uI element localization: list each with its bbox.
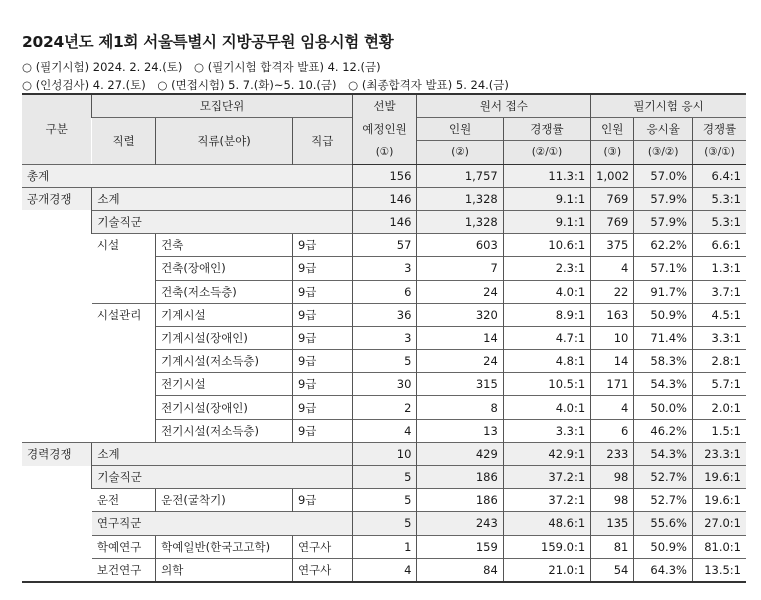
cell-applicants: 320 [417,303,503,326]
cell-field: 전기시설(장애인) [156,396,293,419]
table-row [22,187,746,210]
cell-take-rate: 52.7% [634,489,693,512]
cell-takers: 98 [591,466,634,489]
table-row [22,466,746,489]
cell-selection: 5 [352,489,417,512]
cell-takers: 4 [591,257,634,280]
cell-take-rate: 52.7% [634,466,693,489]
cell-field: 건축 [156,234,293,257]
cell-selection: 156 [352,164,417,187]
cell-take-rate: 46.2% [634,419,693,442]
table-row [22,164,746,187]
cell-take-ratio: 1.3:1 [692,257,746,280]
table-row [22,419,746,442]
cell-take-rate: 57.9% [634,210,693,233]
cell-take-rate: 54.3% [634,373,693,396]
cell-takers: 171 [591,373,634,396]
cell-take-rate: 62.2% [634,234,693,257]
cell-selection: 4 [352,419,417,442]
header-app-ratio: 경쟁률 [503,118,590,141]
table-row [22,350,746,373]
header-series: 직렬 [92,118,156,164]
schedule-line-2 [22,77,517,93]
header-take-ratio: 경쟁률 [692,118,746,141]
header-mark-3-1: (③/①) [692,141,746,164]
table-row [22,535,746,558]
row-label: 연구직군 [92,512,352,535]
cell-series: 시설관리 [92,303,156,326]
cell-app-ratio: 4.7:1 [503,326,590,349]
header-mark-2-1: (②/①) [503,141,590,164]
cell-applicants: 1,328 [417,187,503,210]
cell-take-rate: 57.9% [634,187,693,210]
table-row [22,396,746,419]
cell-applicants: 14 [417,326,503,349]
cell-app-ratio: 10.5:1 [503,373,590,396]
cell-applicants: 24 [417,350,503,373]
cell-series: 학예연구 [92,535,156,558]
header-gubun: 구분 [22,94,92,164]
cell-applicants: 13 [417,419,503,442]
table-row [22,373,746,396]
header-application: 원서 접수 [417,94,591,118]
cell-selection: 146 [352,187,417,210]
header-field: 직류(분야) [156,118,293,164]
cell-applicants: 186 [417,466,503,489]
cell-take-rate: 64.3% [634,558,693,582]
cell-takers: 6 [591,419,634,442]
cell-grade: 9급 [292,280,352,303]
cell-selection: 5 [352,512,417,535]
schedule-line-1 [22,59,389,75]
cell-series [92,326,156,349]
cell-app-ratio: 4.0:1 [503,280,590,303]
row-category-span [22,210,92,442]
cell-series [92,396,156,419]
cell-take-rate: 54.3% [634,442,693,465]
cell-grade: 9급 [292,234,352,257]
table-row [22,280,746,303]
cell-selection: 146 [352,210,417,233]
schedule-final-result: ○ (최종합격자 발표) 5. 24.(금) [348,78,509,92]
cell-take-ratio: 6.6:1 [692,234,746,257]
cell-selection: 30 [352,373,417,396]
cell-take-ratio: 23.3:1 [692,442,746,465]
table-row [22,512,746,535]
cell-take-ratio: 2.8:1 [692,350,746,373]
cell-takers: 1,002 [591,164,634,187]
cell-field: 건축(장애인) [156,257,293,280]
cell-applicants: 186 [417,489,503,512]
cell-series: 운전 [92,489,156,512]
cell-take-rate: 55.6% [634,512,693,535]
cell-field: 전기시설 [156,373,293,396]
cell-grade: 9급 [292,350,352,373]
header-take-rate: 응시율 [634,118,693,141]
row-label: 소계 [92,187,352,210]
cell-applicants: 8 [417,396,503,419]
header-recruit-unit: 모집단위 [92,94,352,118]
cell-take-rate: 58.3% [634,350,693,373]
cell-take-ratio: 5.3:1 [692,210,746,233]
cell-takers: 98 [591,489,634,512]
cell-series [92,257,156,280]
header-mark-2: (②) [417,141,503,164]
cell-applicants: 159 [417,535,503,558]
page-title: 2024년도 제1회 서울특별시 지방공무원 임용시험 현황 [22,33,394,51]
cell-series: 시설 [92,234,156,257]
header-mark-3: (③) [591,141,634,164]
row-category: 경력경쟁 [22,442,92,465]
cell-app-ratio: 37.2:1 [503,489,590,512]
cell-takers: 10 [591,326,634,349]
exam-status-table [22,93,746,583]
cell-grade: 연구사 [292,535,352,558]
cell-series [92,280,156,303]
cell-takers: 4 [591,396,634,419]
cell-grade: 9급 [292,419,352,442]
schedule-interview: ○ (면접시험) 5. 7.(화)~5. 10.(금) [157,78,337,92]
cell-takers: 14 [591,350,634,373]
table-row [22,489,746,512]
cell-take-ratio: 5.7:1 [692,373,746,396]
cell-applicants: 1,328 [417,210,503,233]
row-category-span [22,466,92,582]
schedule-written-result: ○ (필기시험 합격자 발표) 4. 12.(금) [194,60,381,74]
cell-applicants: 429 [417,442,503,465]
cell-take-rate: 50.9% [634,535,693,558]
cell-take-ratio: 3.3:1 [692,326,746,349]
cell-selection: 6 [352,280,417,303]
row-label: 기술직군 [92,466,352,489]
cell-selection: 57 [352,234,417,257]
cell-app-ratio: 4.0:1 [503,396,590,419]
cell-take-rate: 57.1% [634,257,693,280]
table-row [22,442,746,465]
cell-app-ratio: 8.9:1 [503,303,590,326]
cell-app-ratio: 42.9:1 [503,442,590,465]
cell-takers: 81 [591,535,634,558]
cell-selection: 36 [352,303,417,326]
cell-app-ratio: 11.3:1 [503,164,590,187]
cell-take-rate: 57.0% [634,164,693,187]
cell-take-ratio: 81.0:1 [692,535,746,558]
cell-grade: 9급 [292,396,352,419]
cell-take-ratio: 27.0:1 [692,512,746,535]
cell-grade: 9급 [292,257,352,280]
cell-selection: 5 [352,466,417,489]
cell-app-ratio: 2.3:1 [503,257,590,280]
cell-app-ratio: 21.0:1 [503,558,590,582]
cell-grade: 9급 [292,489,352,512]
schedule-personality-test: ○ (인성검사) 4. 27.(토) [22,78,146,92]
cell-grade: 9급 [292,373,352,396]
cell-takers: 163 [591,303,634,326]
cell-take-ratio: 19.6:1 [692,489,746,512]
cell-applicants: 243 [417,512,503,535]
cell-field: 학예일반(한국고고학) [156,535,293,558]
cell-field: 기계시설 [156,303,293,326]
cell-app-ratio: 9.1:1 [503,210,590,233]
cell-take-ratio: 13.5:1 [692,558,746,582]
cell-series [92,373,156,396]
cell-takers: 54 [591,558,634,582]
table-row [22,326,746,349]
cell-takers: 135 [591,512,634,535]
header-mark-3-2: (③/②) [634,141,693,164]
cell-takers: 769 [591,187,634,210]
cell-field: 건축(저소득층) [156,280,293,303]
cell-selection: 10 [352,442,417,465]
cell-field: 의학 [156,558,293,582]
cell-applicants: 7 [417,257,503,280]
cell-field: 운전(굴착기) [156,489,293,512]
cell-take-ratio: 4.5:1 [692,303,746,326]
cell-field: 기계시설(장애인) [156,326,293,349]
cell-applicants: 603 [417,234,503,257]
cell-take-ratio: 2.0:1 [692,396,746,419]
cell-app-ratio: 3.3:1 [503,419,590,442]
cell-takers: 22 [591,280,634,303]
row-label: 소계 [92,442,352,465]
cell-grade: 연구사 [292,558,352,582]
schedule-written-exam: ○ (필기시험) 2024. 2. 24.(토) [22,60,183,74]
cell-take-rate: 50.9% [634,303,693,326]
cell-app-ratio: 48.6:1 [503,512,590,535]
table-row [22,558,746,582]
cell-grade: 9급 [292,326,352,349]
table-row [22,303,746,326]
cell-takers: 233 [591,442,634,465]
cell-applicants: 1,757 [417,164,503,187]
cell-app-ratio: 159.0:1 [503,535,590,558]
header-take-count: 인원 [591,118,634,141]
header-selection: 선발 [352,94,417,118]
row-category: 공개경쟁 [22,187,92,210]
cell-field: 전기시설(저소득층) [156,419,293,442]
table-row [22,234,746,257]
cell-applicants: 84 [417,558,503,582]
table-row [22,210,746,233]
cell-app-ratio: 10.6:1 [503,234,590,257]
header-mark-1: (①) [352,141,417,164]
cell-app-ratio: 9.1:1 [503,187,590,210]
header-planned: 예정인원 [352,118,417,141]
cell-take-rate: 71.4% [634,326,693,349]
table-row [22,257,746,280]
cell-selection: 5 [352,350,417,373]
row-label: 총계 [22,164,352,187]
cell-applicants: 24 [417,280,503,303]
cell-series [92,419,156,442]
cell-series: 보건연구 [92,558,156,582]
cell-selection: 3 [352,257,417,280]
header-grade: 직급 [292,118,352,164]
cell-selection: 1 [352,535,417,558]
cell-take-rate: 50.0% [634,396,693,419]
cell-app-ratio: 4.8:1 [503,350,590,373]
header-written-exam: 필기시험 응시 [591,94,746,118]
cell-grade: 9급 [292,303,352,326]
cell-takers: 375 [591,234,634,257]
cell-take-rate: 91.7% [634,280,693,303]
row-label: 기술직군 [92,210,352,233]
cell-applicants: 315 [417,373,503,396]
cell-selection: 2 [352,396,417,419]
cell-take-ratio: 1.5:1 [692,419,746,442]
cell-series [92,350,156,373]
cell-takers: 769 [591,210,634,233]
cell-app-ratio: 37.2:1 [503,466,590,489]
cell-selection: 4 [352,558,417,582]
cell-field: 기계시설(저소득층) [156,350,293,373]
cell-take-ratio: 6.4:1 [692,164,746,187]
cell-take-ratio: 19.6:1 [692,466,746,489]
header-app-count: 인원 [417,118,503,141]
cell-take-ratio: 3.7:1 [692,280,746,303]
cell-take-ratio: 5.3:1 [692,187,746,210]
cell-selection: 3 [352,326,417,349]
